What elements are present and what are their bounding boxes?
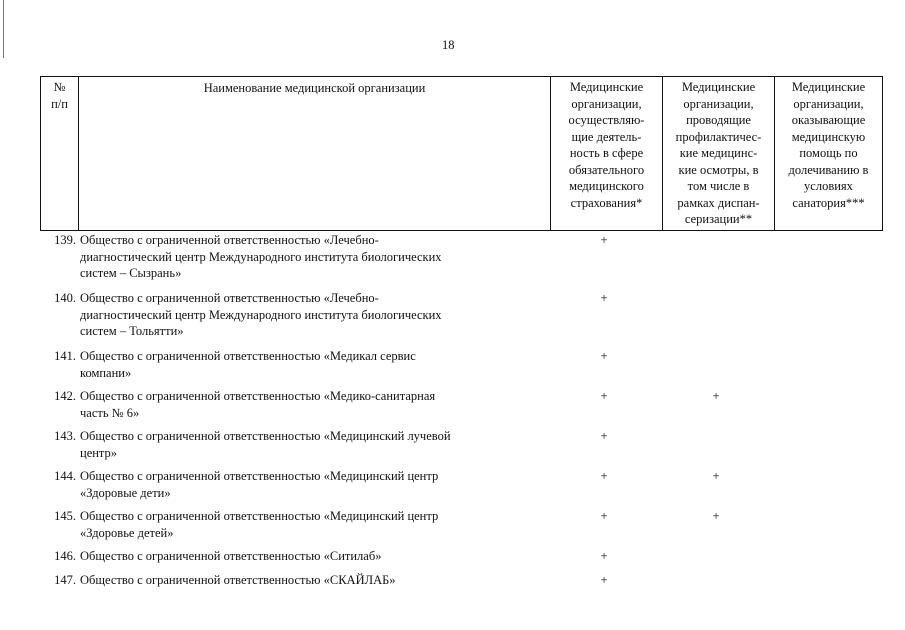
page-frame-edge	[3, 0, 4, 58]
organization-name: Общество с ограниченной ответственностью «Медицинский центр «Здоровье детей»	[80, 509, 439, 540]
organization-name: Общество с ограниченной ответственностью «Ситилаб»	[80, 549, 382, 563]
oms-mark: +	[600, 232, 608, 247]
row-number: 144.	[54, 469, 76, 483]
organization-name: Общество с ограниченной ответственностью «Медицинский лучевой центр»	[80, 429, 451, 460]
oms-mark: +	[600, 290, 608, 305]
preventive-mark: +	[712, 468, 720, 483]
row-number: 145.	[54, 509, 76, 523]
oms-mark: +	[600, 348, 608, 363]
oms-mark: +	[600, 428, 608, 443]
header-preventive-exams: Медицинские организации, проводящие профилактичес- кие медицинс- кие осмотры, в том числе в рамках диспан- серизации**	[663, 77, 775, 231]
header-organization-name: Наименование медицинской организации	[79, 77, 551, 231]
organization-name: Общество с ограниченной ответственностью «Медикал сервис компани»	[80, 349, 416, 380]
oms-mark: +	[600, 548, 608, 563]
preventive-mark: +	[712, 388, 720, 403]
oms-mark: +	[600, 468, 608, 483]
row-number: 146.	[54, 549, 76, 563]
organization-name: Общество с ограниченной ответственностью «СКАЙЛАБ»	[80, 573, 396, 587]
row-number: 142.	[54, 389, 76, 403]
oms-mark: +	[600, 508, 608, 523]
header-sanatorium: Медицинские организации, оказывающие медицинскую помощь по долечиванию в условиях санатория***	[775, 77, 883, 231]
row-number: 139.	[54, 233, 76, 247]
row-number: 140.	[54, 291, 76, 305]
row-number: 147.	[54, 573, 76, 587]
organization-name: Общество с ограниченной ответственностью «Лечебно- диагностический центр Международного института биологических систем – Сызрань»	[80, 233, 442, 280]
organization-name: Общество с ограниченной ответственностью «Лечебно- диагностический центр Международного института биологических систем – Тольятти»	[80, 291, 442, 338]
oms-mark: +	[600, 572, 608, 587]
oms-mark: +	[600, 388, 608, 403]
page-number: 18	[442, 38, 455, 52]
organization-name: Общество с ограниченной ответственностью «Медико-санитарная часть № 6»	[80, 389, 436, 420]
organization-name: Общество с ограниченной ответственностью «Медицинский центр «Здоровые дети»	[80, 469, 439, 500]
preventive-mark: +	[712, 508, 720, 523]
table-header	[40, 76, 883, 231]
header-number: № п/п	[41, 77, 79, 231]
row-number: 141.	[54, 349, 76, 363]
row-number: 143.	[54, 429, 76, 443]
header-oms: Медицинские организации, осуществляю- щие деятель- ность в сфере обязательного медицинского страхования*	[551, 77, 663, 231]
